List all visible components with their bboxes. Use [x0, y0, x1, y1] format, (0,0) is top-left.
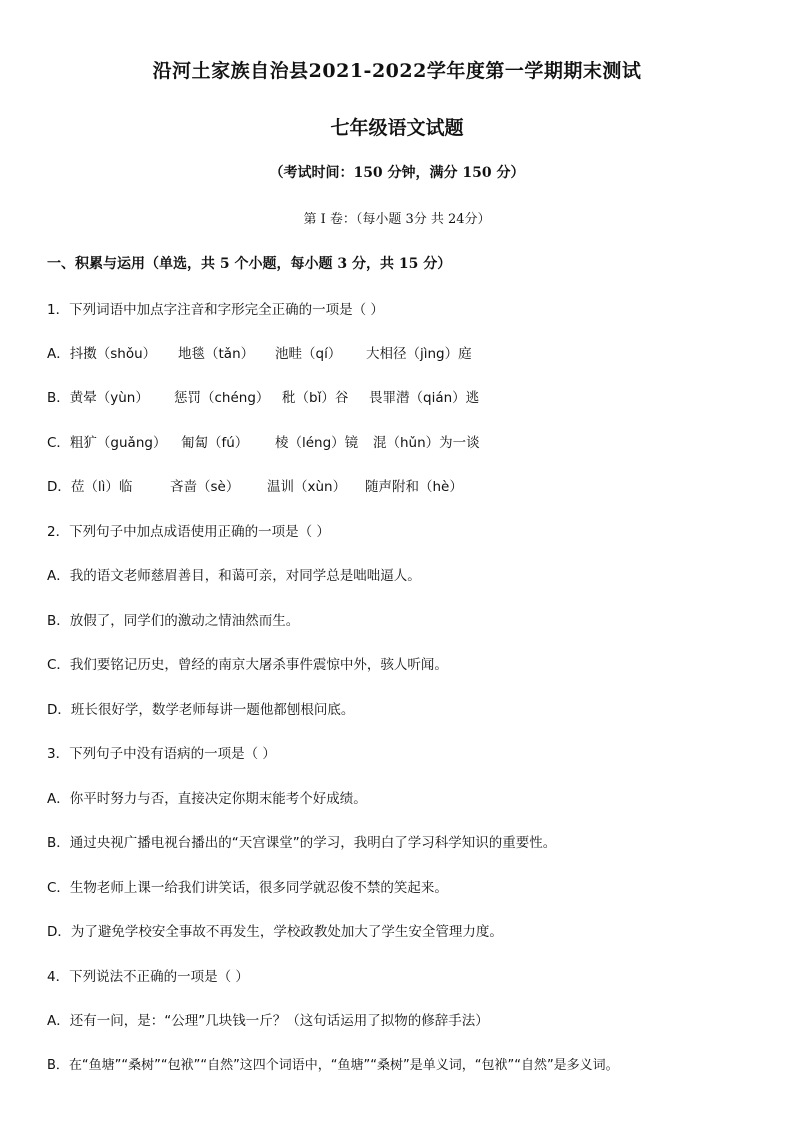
q2-stem: 2．下列句子中加点成语使用正确的一项是（ ） [47, 524, 330, 540]
q1-option-b [47, 386, 479, 406]
exam-subtitle: 七年级语文试题 [330, 117, 464, 139]
q3-stem: 3．下列句子中没有语病的一项是（ ） [47, 746, 276, 762]
q1-d-word-1: D．莅（lì）临 [47, 479, 133, 495]
q3-option-c: C．生物老师上课一给我们讲笑话，很多同学就忍俊不禁的笑起来。 [47, 880, 448, 896]
q1-a-word-3: 池畦（qí） [275, 346, 342, 362]
q2-option-a: A．我的语文老师慈眉善目，和蔼可亲，对同学总是咄咄逼人。 [47, 568, 421, 584]
q3-option-d: D．为了避免学校安全事故不再发生，学校政教处加大了学生安全管理力度。 [47, 924, 503, 940]
q2-option-c: C．我们要铭记历史，曾经的南京大屠杀事件震惊中外，骇人听闻。 [47, 657, 448, 673]
q4-stem: 4．下列说法不正确的一项是（ ） [47, 969, 249, 985]
q1-b-word-3: 秕（bǐ）谷 [282, 390, 349, 406]
q1-d-word-4: 随声附和（hè） [365, 479, 463, 495]
q1-b-word-1: B．黄晕（yùn） [47, 390, 149, 406]
q3-option-a: A．你平时努力与否，直接决定你期末能考个好成绩。 [47, 791, 367, 807]
q1-d-word-2: 吝啬（sè） [170, 479, 240, 495]
q1-c-word-2: 匍匐（fú） [181, 435, 249, 451]
section-heading: 一、积累与运用（单选，共 5 个小题，每小题 3 分，共 15 分） [47, 256, 452, 272]
q1-option-d [47, 475, 463, 495]
q3-option-b: B．通过央视广播电视台播出的“天宫课堂”的学习，我明白了学习科学知识的重要性。 [47, 835, 557, 851]
q4-option-b: B．在“鱼塘”“桑树”“包袱”“自然”这四个词语中，“鱼塘”“桑树”是单义词，“包袱”“自然”是多义词。 [47, 1058, 619, 1073]
q1-c-word-1: C．粗犷（guǎng） [47, 435, 167, 451]
q1-c-word-3: 棱（léng）镜 [275, 435, 359, 451]
q2-option-b: B．放假了，同学们的激动之情油然而生。 [47, 613, 300, 629]
q1-a-word-2: 地毯（tǎn） [178, 346, 255, 362]
q1-a-word-1: A．抖擞（shǒu） [47, 346, 157, 362]
q1-c-word-4: 混（hǔn）为一谈 [373, 435, 480, 451]
q1-b-word-2: 惩罚（chéng） [174, 390, 270, 406]
q4-option-a: A．还有一问，是：“公理”几块钱一斤？（这句话运用了拟物的修辞手法） [47, 1013, 489, 1029]
exam-title: 沿河土家族自治县2021-2022学年度第一学期期末测试 [152, 60, 642, 82]
q1-stem: 1．下列词语中加点字注音和字形完全正确的一项是（ ） [47, 302, 384, 318]
q1-option-a [47, 342, 472, 362]
q1-d-word-3: 温训（xùn） [267, 479, 347, 495]
q2-option-d: D．班长很好学，数学老师每讲一题他都刨根问底。 [47, 702, 355, 718]
volume-info: 第 I 卷：（每小题 3分 共 24分） [303, 212, 491, 227]
q1-option-c [47, 431, 480, 451]
q1-b-word-4: 畏罪潜（qián）逃 [369, 390, 480, 406]
exam-info: （考试时间：150 分钟，满分 150 分） [269, 165, 525, 181]
q1-a-word-4: 大相径（jìng）庭 [366, 346, 472, 362]
